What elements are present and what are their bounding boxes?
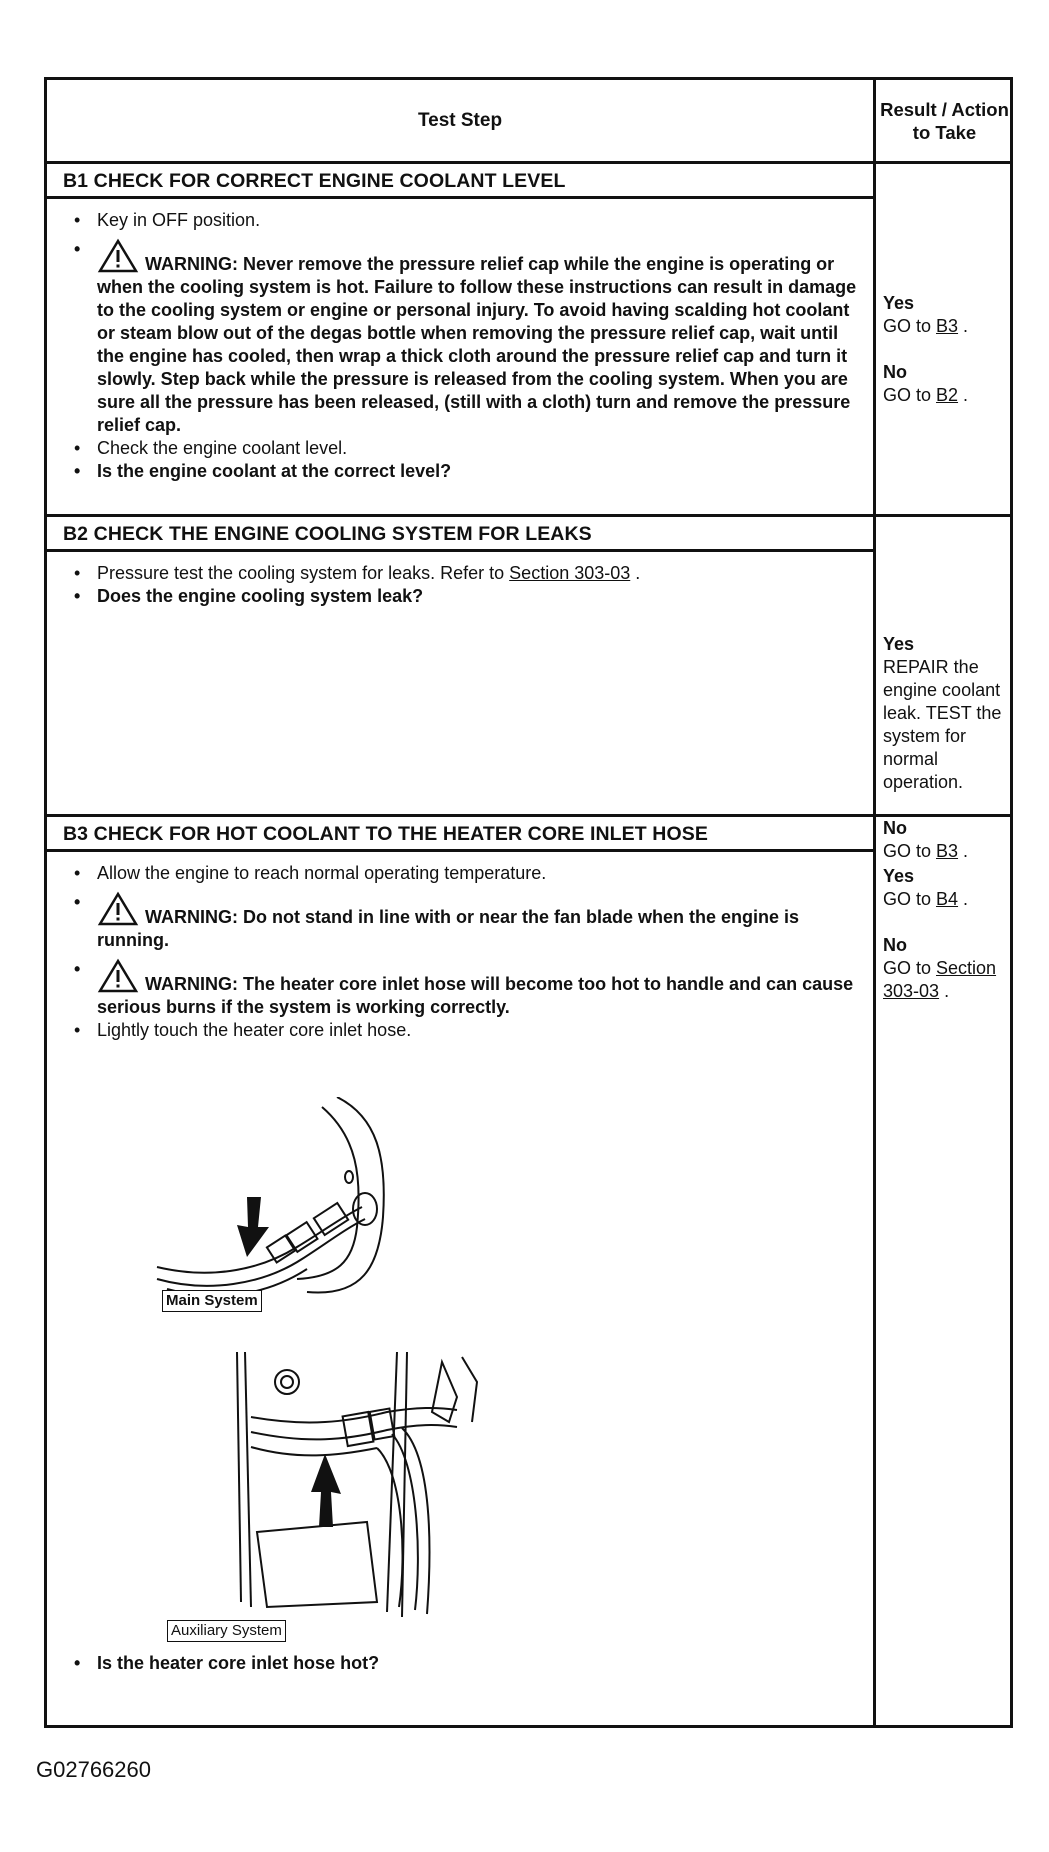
list-item xyxy=(61,585,869,608)
warning-triangle-icon xyxy=(97,958,139,994)
warning-text: WARNING: The heater core inlet hose will become too hot to handle and can cause serious burns if the system is working correctly. xyxy=(97,974,854,1017)
list-item xyxy=(61,1019,869,1042)
list-item xyxy=(61,862,869,885)
bullet-text: Key in OFF position. xyxy=(97,210,261,230)
question-text: Is the engine coolant at the correct level? xyxy=(97,461,452,481)
result-no-label: No xyxy=(883,818,907,838)
result-yes-action: REPAIR the engine coolant leak. TEST the system for normal operation. xyxy=(883,657,1002,792)
list-item: • Pressure test the cooling system for leaks. Refer to Section 303-03 . xyxy=(61,562,869,585)
result-yes-label: Yes xyxy=(883,293,915,313)
link-b3[interactable]: B3 xyxy=(936,316,959,336)
result-no-action: GO to B3 . xyxy=(883,841,969,861)
step-b2-body xyxy=(47,552,873,814)
header-result-action: Result / Action to Take xyxy=(880,98,1009,143)
question-text: Does the engine cooling system leak? xyxy=(97,586,424,606)
result-yes-label: Yes xyxy=(883,866,915,886)
auxiliary-system-label: Auxiliary System xyxy=(167,1620,286,1642)
warning-item xyxy=(61,238,869,437)
result-no-label: No xyxy=(883,935,907,955)
list-item xyxy=(61,437,869,460)
action-text: GO to xyxy=(883,889,937,909)
link-section-303-03[interactable]: Section 303-03 xyxy=(509,563,631,583)
result-no-action: GO to B2 . xyxy=(883,385,969,405)
list-item xyxy=(61,460,869,483)
figure-id: G02766260 xyxy=(36,1757,151,1782)
action-text: GO to xyxy=(883,385,937,405)
header-test-step: Test Step xyxy=(417,109,503,131)
main-system-hose-illustration xyxy=(147,1097,467,1307)
step-b1-result xyxy=(876,164,1013,514)
bullet-text: Lightly touch the heater core inlet hose. xyxy=(97,1020,412,1040)
step-b2-title: B2 CHECK THE ENGINE COOLING SYSTEM FOR LEAKS xyxy=(63,522,592,545)
warning-item xyxy=(61,891,869,952)
link-b4[interactable]: B4 xyxy=(936,889,959,909)
action-text: GO to xyxy=(883,958,937,978)
question-text: Is the heater core inlet hose hot? xyxy=(97,1653,380,1673)
result-no-label: No xyxy=(883,362,907,382)
step-b3-result xyxy=(876,817,1013,1728)
list-item xyxy=(61,1652,861,1675)
warning-triangle-icon xyxy=(97,238,139,274)
action-text: GO to xyxy=(883,841,937,861)
result-yes-action: GO to B3 . xyxy=(883,316,969,336)
diagnostic-table xyxy=(44,77,1013,1728)
step-b3-title: B3 CHECK FOR HOT COOLANT TO THE HEATER CORE INLET HOSE xyxy=(63,822,708,845)
step-b2-result xyxy=(876,517,1013,861)
auxiliary-system-hose-illustration xyxy=(227,1352,527,1622)
step-b1-body xyxy=(47,199,873,514)
bullet-text: Check the engine coolant level. xyxy=(97,438,348,458)
result-yes-action: GO to B4 . xyxy=(883,889,969,909)
arrow-down-icon xyxy=(237,1197,269,1257)
bullet-text: Allow the engine to reach normal operating temperature. xyxy=(97,863,547,883)
bullet-text: Pressure test the cooling system for leaks. Refer to xyxy=(97,563,510,583)
main-system-label: Main System xyxy=(162,1290,262,1312)
action-text: GO to xyxy=(883,316,937,336)
warning-text: WARNING: Do not stand in line with or near the fan blade when the engine is running. xyxy=(97,907,800,950)
result-no-action: GO to Section 303-03 . xyxy=(883,958,997,1001)
arrow-up-icon xyxy=(311,1454,341,1527)
warning-text: WARNING: Never remove the pressure relief cap while the engine is operating or when the cooling system is hot. Failure to follow these instructions can result in damage to the cooling system or engine or personal injury. To avoid having scalding hot coolant or steam blow out of the degas bottle when removing the pressure relief cap, wait until the engine has cooled, then wrap a thick cloth around the pressure relief cap and turn it slowly. Step back while the pressure is released from the cooling system. When you are sure all the pressure has been released, (still with a cloth) turn and remove the pressure relief cap. xyxy=(97,254,857,435)
warning-triangle-icon xyxy=(97,891,139,927)
list-item xyxy=(61,209,869,232)
link-b3[interactable]: B3 xyxy=(936,841,959,861)
warning-item xyxy=(61,958,869,1019)
step-b1-title: B1 CHECK FOR CORRECT ENGINE COOLANT LEVEL xyxy=(63,169,566,192)
result-yes-label: Yes xyxy=(883,634,915,654)
step-b3-body xyxy=(47,852,873,1728)
link-section-303-03[interactable]: Section 303-03 xyxy=(883,958,997,1001)
link-b2[interactable]: B2 xyxy=(936,385,959,405)
